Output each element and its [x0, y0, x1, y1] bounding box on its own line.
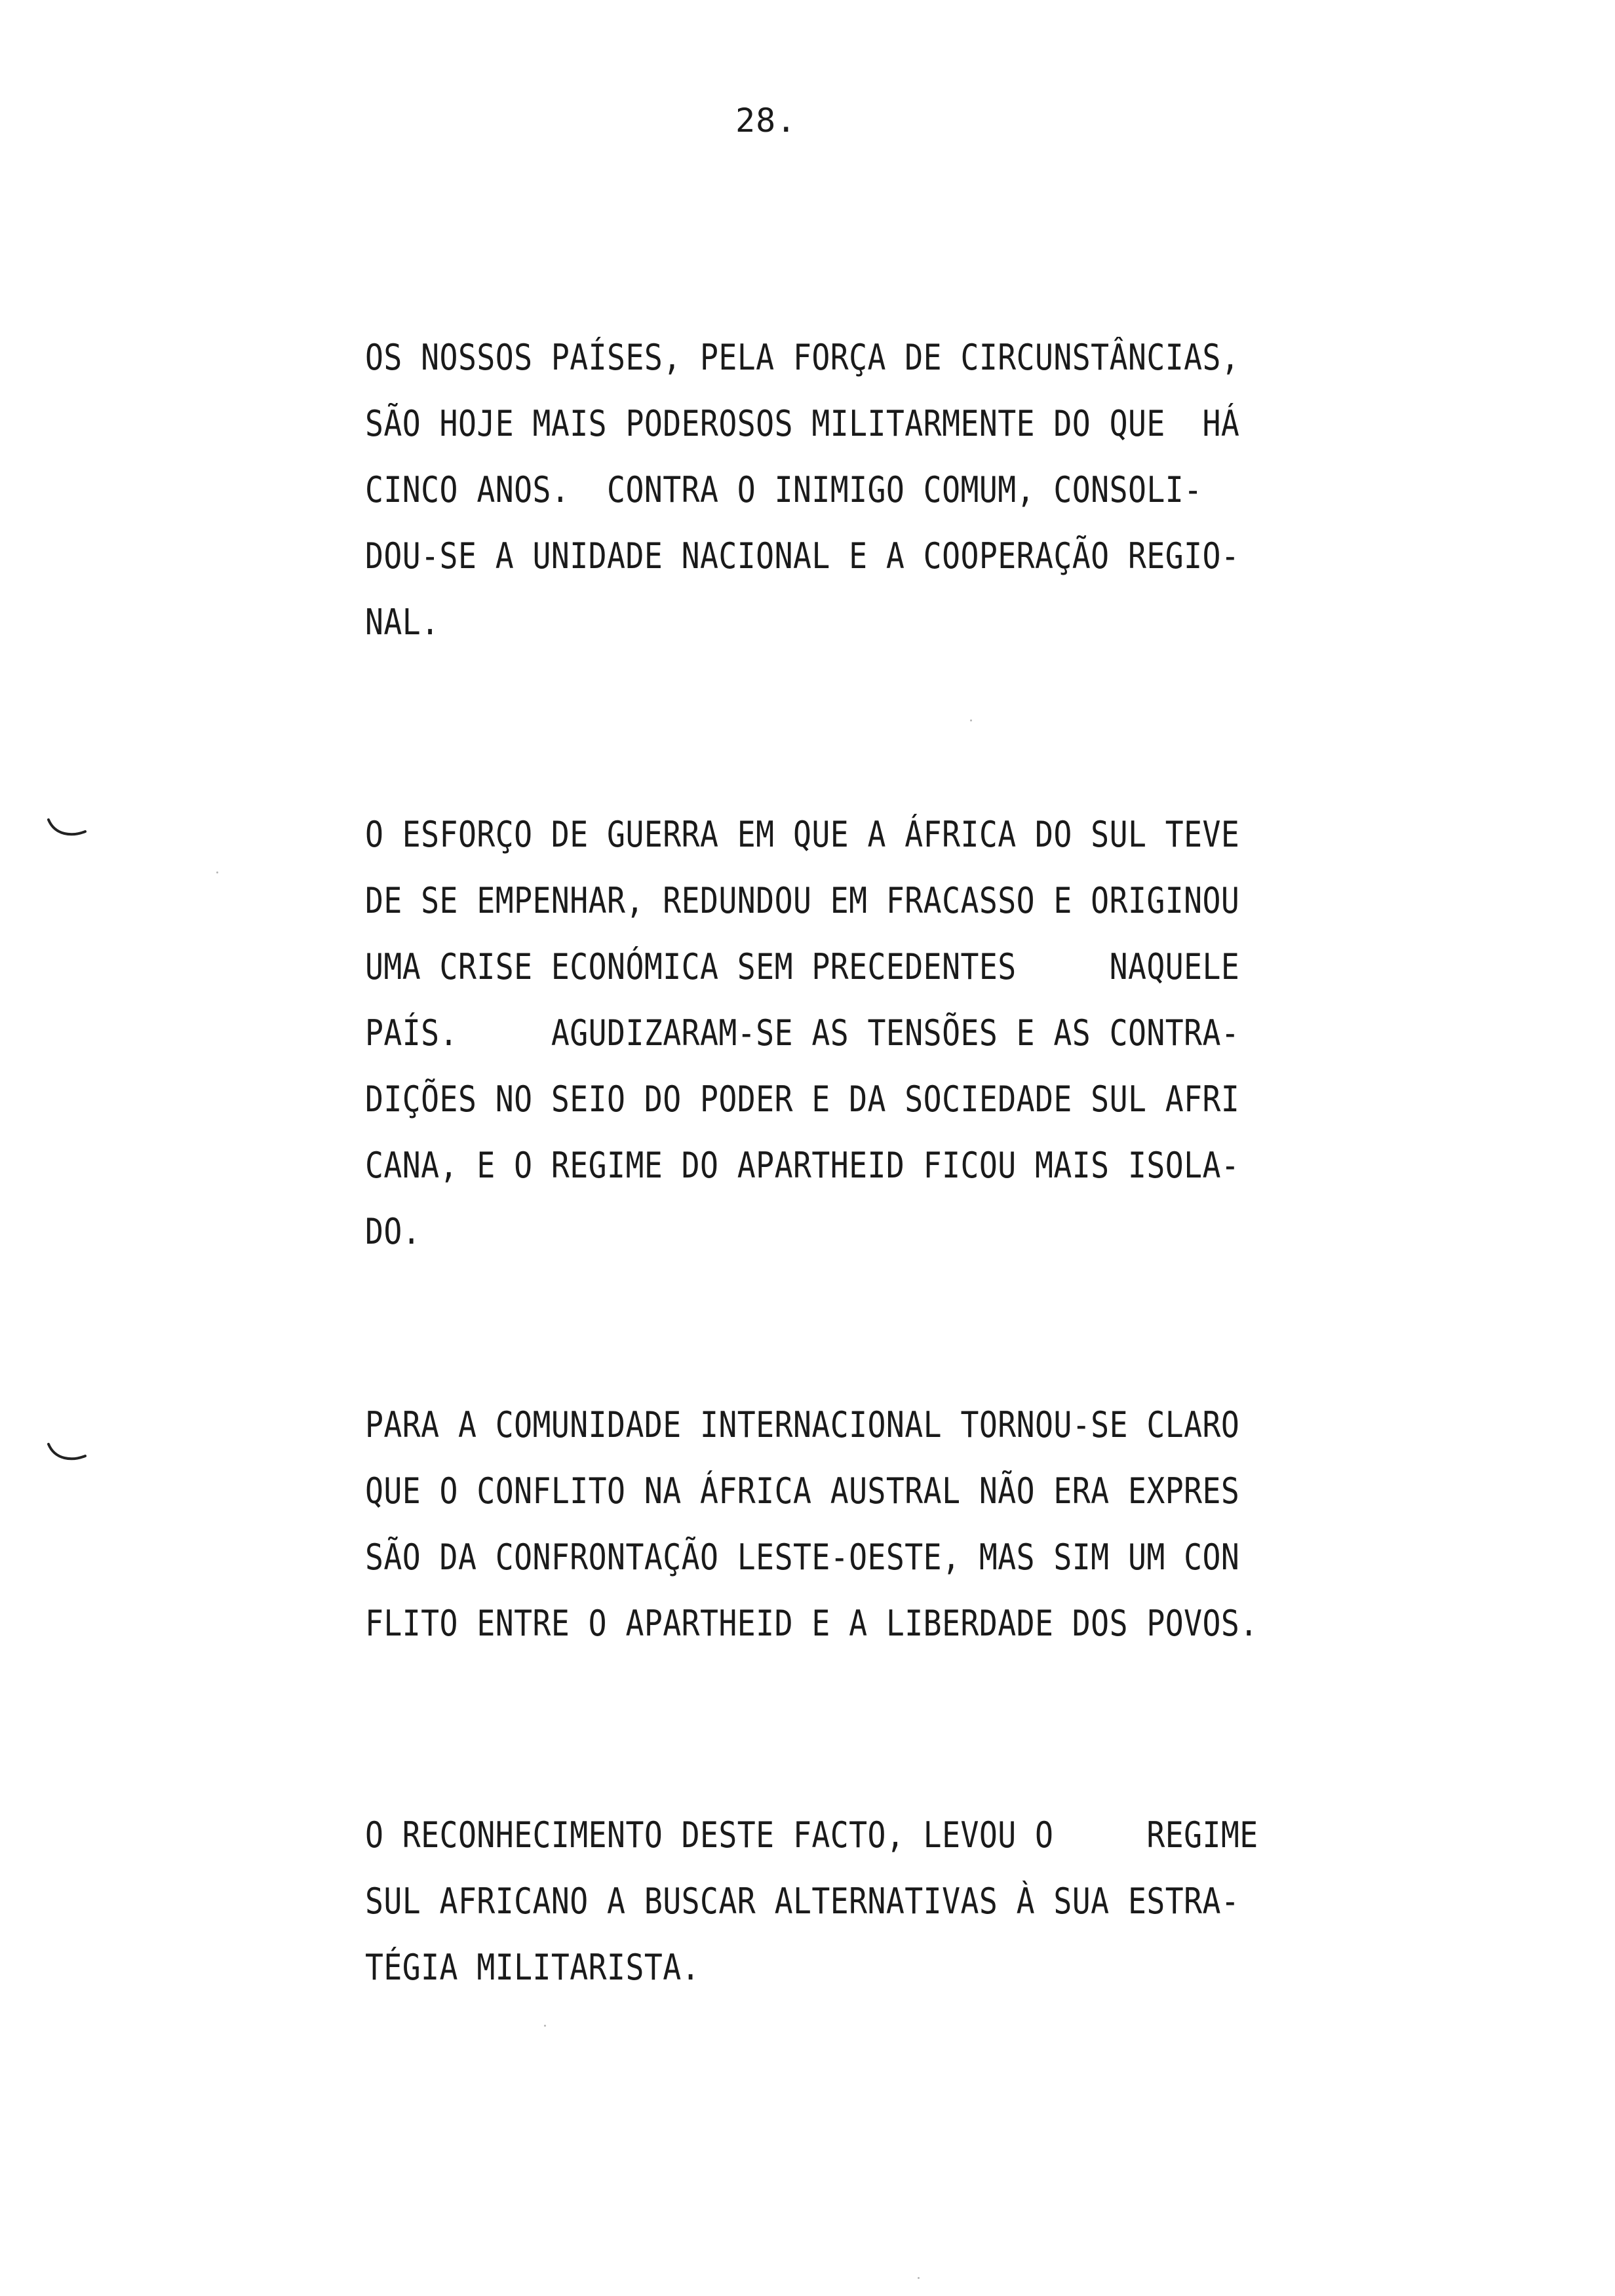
text-line: O RECONHECIMENTO DESTE FACTO, LEVOU O REGIME: [365, 1814, 1258, 1856]
text-line: PARA A COMUNIDADE INTERNACIONAL TORNOU-SE CLARO: [365, 1404, 1240, 1445]
paragraph: [365, 324, 1322, 655]
text-line: FLITO ENTRE O APARTHEID E A LIBERDADE DOS POVOS.: [365, 1603, 1258, 1644]
text-line: CINCO ANOS. CONTRA O INIMIGO COMUM, CONSOLI-: [365, 469, 1203, 510]
margin-check-mark: [46, 816, 88, 842]
text-line: NAL.: [365, 602, 440, 643]
paragraph: [365, 1802, 1322, 2000]
text-line: DOU-SE A UNIDADE NACIONAL E A COOPERAÇÃO REGIO-: [365, 535, 1240, 577]
text-line: SÃO DA CONFRONTAÇÃO LESTE-OESTE, MAS SIM UM CON: [365, 1537, 1240, 1578]
text-line: SUL AFRICANO A BUSCAR ALTERNATIVAS À SUA ESTRA-: [365, 1881, 1240, 1922]
page-number: 28.: [735, 102, 797, 140]
text-line: QUE O CONFLITO NA ÁFRICA AUSTRAL NÃO ERA EXPRES: [365, 1470, 1240, 1512]
scan-speck: [544, 2025, 546, 2027]
scan-speck: [918, 2277, 920, 2279]
text-line: UMA CRISE ECONÓMICA SEM PRECEDENTES NAQUELE: [365, 946, 1240, 987]
text-line: PAÍS. AGUDIZARAM-SE AS TENSÕES E AS CONTRA-: [365, 1012, 1240, 1054]
text-line: TÉGIA MILITARISTA.: [365, 1947, 701, 1988]
paragraph: [365, 1392, 1322, 1656]
scan-speck: [216, 871, 218, 873]
scan-speck: [970, 719, 972, 721]
text-line: DO.: [365, 1211, 421, 1252]
text-line: O ESFORÇO DE GUERRA EM QUE A ÁFRICA DO SUL TEVE: [365, 814, 1240, 855]
text-line: OS NOSSOS PAÍSES, PELA FORÇA DE CIRCUNSTÂNCIAS,: [365, 337, 1240, 378]
text-line: SÃO HOJE MAIS PODEROSOS MILITARMENTE DO QUE HÁ: [365, 403, 1240, 444]
text-line: DIÇÕES NO SEIO DO PODER E DA SOCIEDADE SUL AFRI: [365, 1079, 1240, 1120]
text-line: CANA, E O REGIME DO APARTHEID FICOU MAIS ISOLA-: [365, 1145, 1240, 1186]
text-line: DE SE EMPENHAR, REDUNDOU EM FRACASSO E ORIGINOU: [365, 880, 1240, 921]
paragraph: [365, 801, 1322, 1265]
margin-check-mark: [46, 1440, 88, 1466]
